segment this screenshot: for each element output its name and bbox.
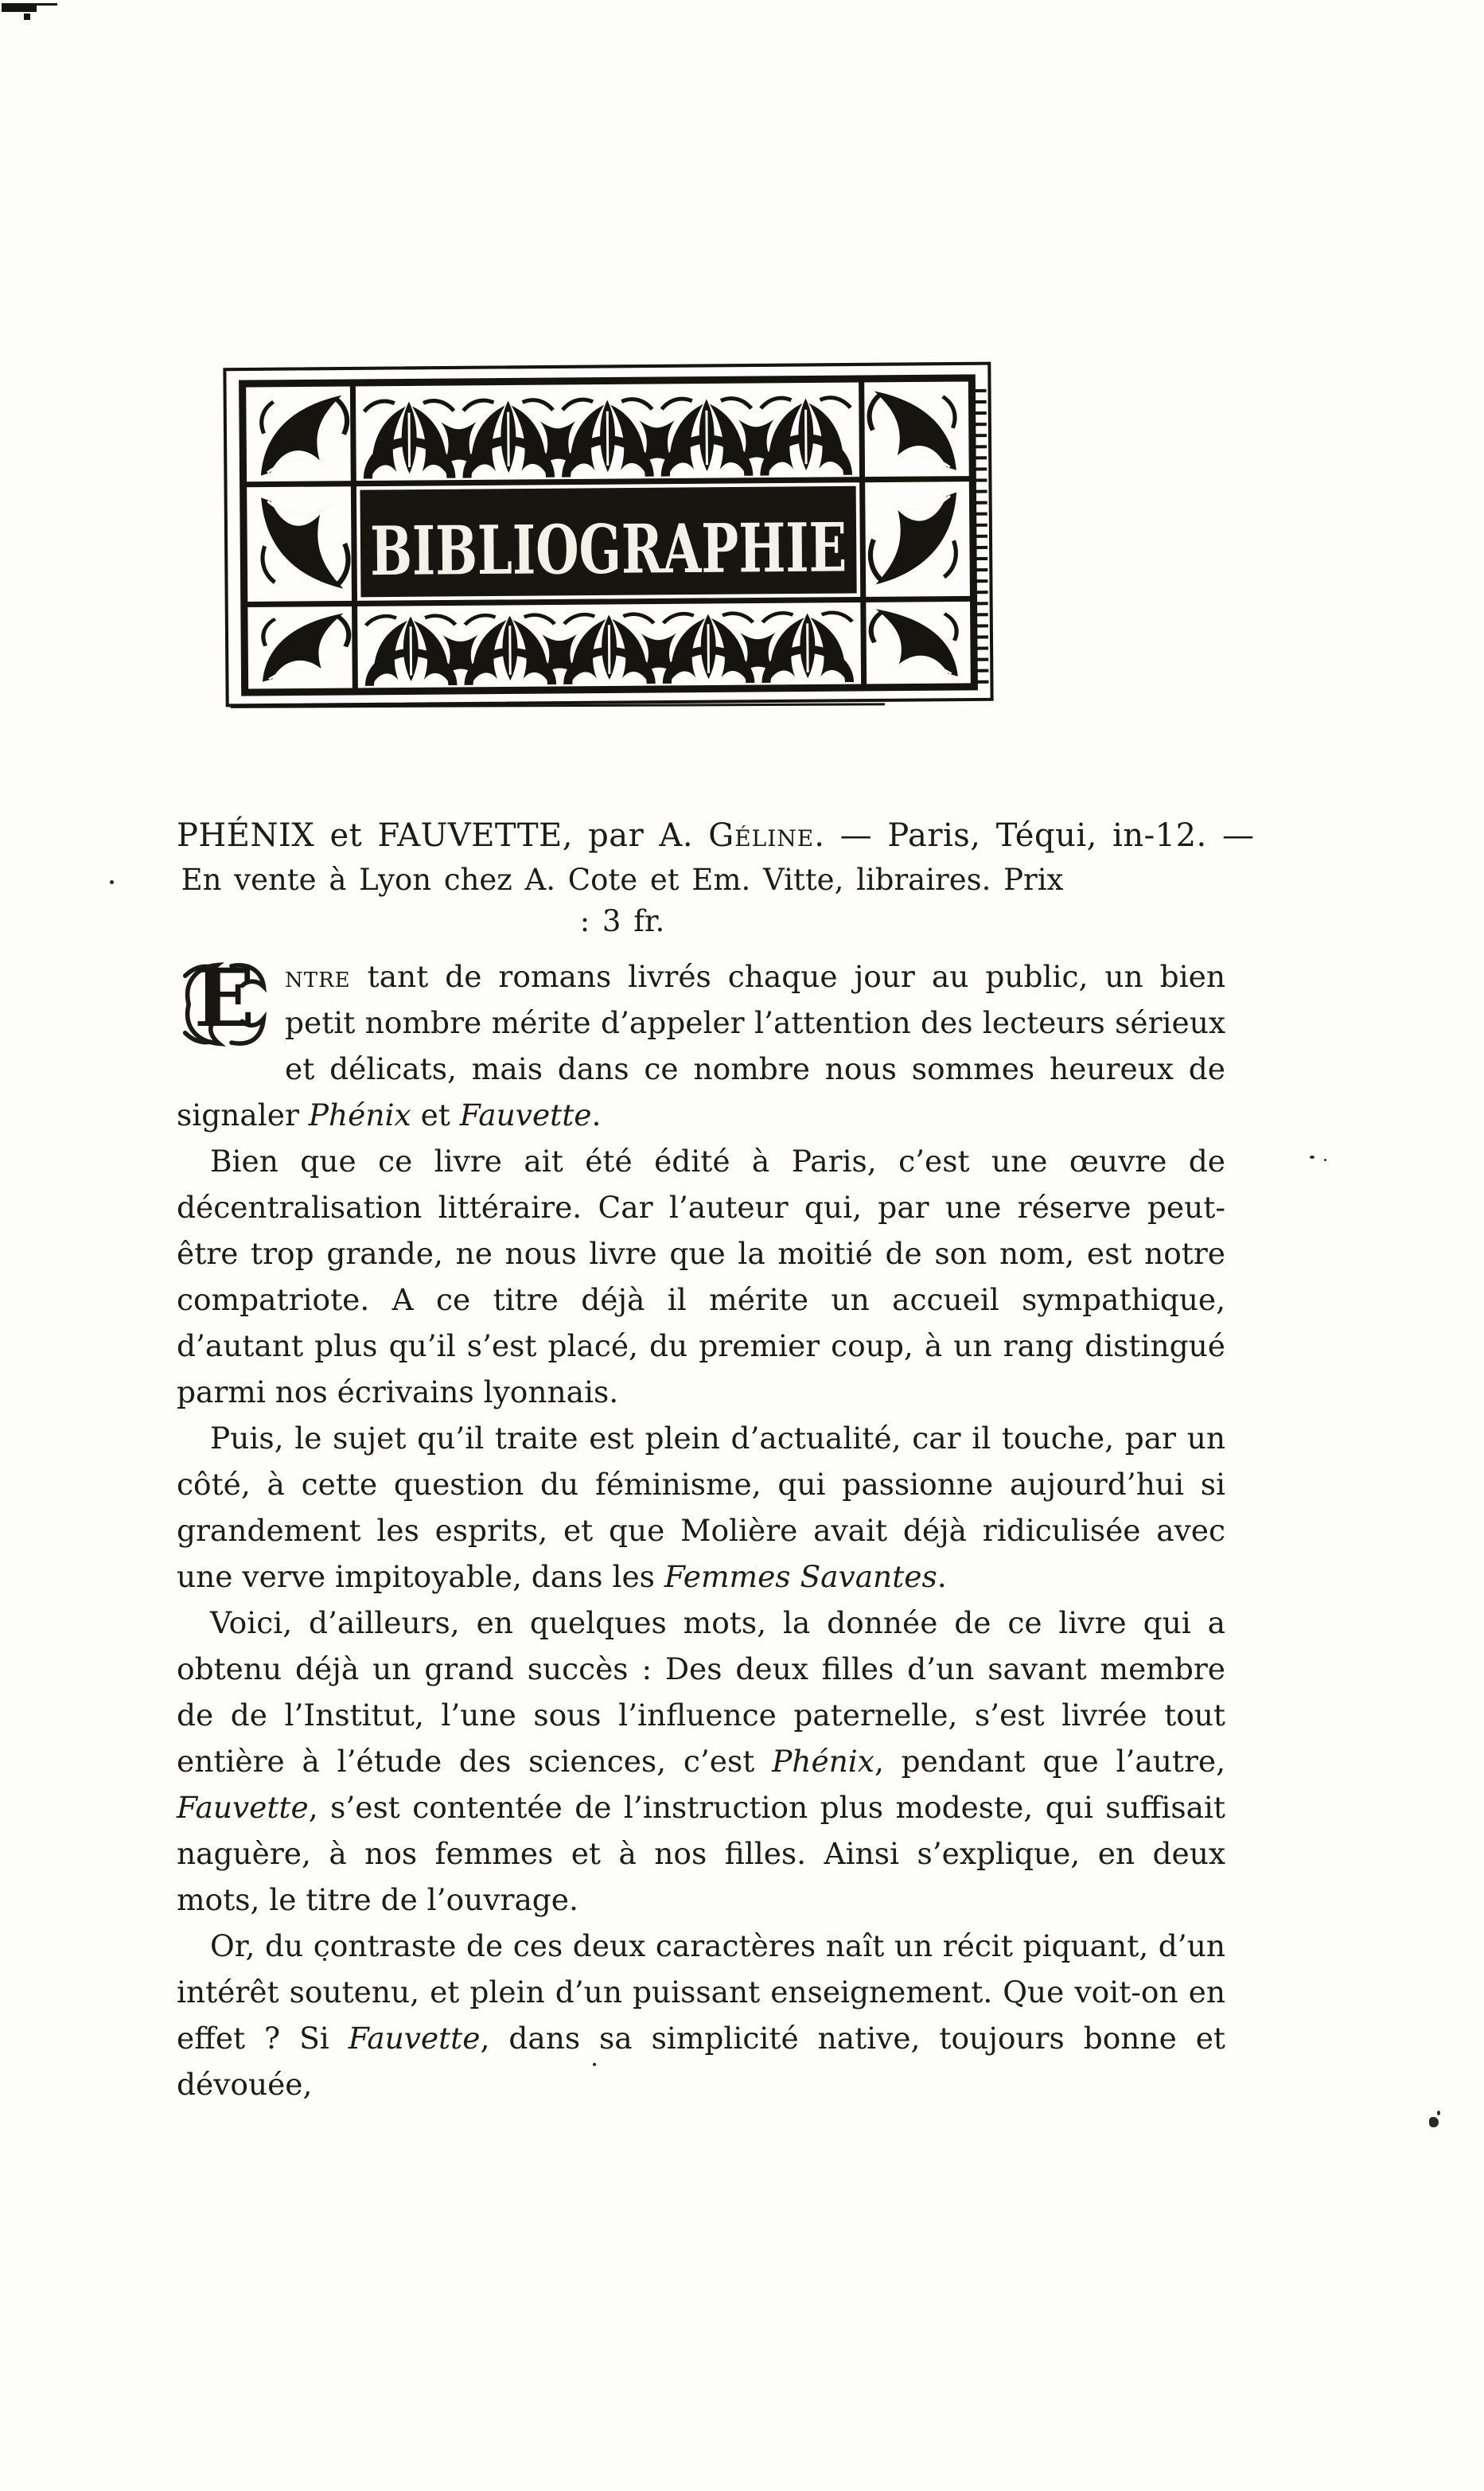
drop-cap-letter: E <box>193 951 255 1045</box>
banner-ornament-row-top <box>364 397 851 478</box>
banner-side-panel-right <box>869 391 958 677</box>
text-segment: . — Paris, Téqui, in-12. — <box>814 817 1255 854</box>
scan-artifact-square <box>24 14 30 20</box>
text-segment: Phénix <box>308 1097 411 1132</box>
text-segment: En vente à Lyon chez A. Cote et Em. Vitte, libraires. Prix : 3 fr. <box>181 863 1064 938</box>
scan-speck <box>1310 1156 1315 1159</box>
text-segment: Puis, le sujet qu’il traite est plein d’actualité, car il touche, par un côté, à cette question du féminisme, qui passionne aujourd’hui si grandement les esprits, et que Molière avait déjà ridiculisée avec une verve impitoyable, dans les <box>177 1421 1225 1594</box>
text-segment: , dans sa simplicité native, toujours bonne et dévouée, <box>177 2021 1225 2102</box>
article-body <box>177 953 1225 2107</box>
text-segment: . <box>591 1097 602 1132</box>
book-heading <box>177 813 1255 942</box>
text-segment: ntre <box>285 959 351 994</box>
paragraph-1 <box>177 953 1225 1138</box>
text-segment: Fauvette <box>459 1097 592 1132</box>
text-segment: , pendant que l’autre, <box>874 1744 1225 1779</box>
paragraph-5 <box>177 1923 1225 2107</box>
banner-title-panel <box>360 486 999 598</box>
text-segment: Or, du contraste de ces deux caractères naît un récit piquant, d’un intérêt soutenu, et plein d’un puissant enseignement. Que voit-on en effet ? Si <box>177 1928 1225 2056</box>
bibliographie-banner <box>220 357 998 713</box>
bibliographie-ornament <box>220 357 998 713</box>
book-heading-line1 <box>177 813 1255 858</box>
text-segment: , s’est contentée de l’instruction plus modeste, qui suffisait naguère, à nos femmes et à nos filles. Ainsi s’explique, en deux mots, le titre de l’ouvrage. <box>177 1790 1225 1917</box>
scan-speck <box>1324 1159 1326 1161</box>
banner-title: BIBLIOGRAPHIE <box>369 506 999 591</box>
paragraph-3 <box>177 1415 1225 1600</box>
banner-side-panel-left <box>260 396 349 682</box>
text-segment: Fauvette <box>348 2021 481 2056</box>
scan-artifact-bar <box>2 6 37 12</box>
paragraph-4 <box>177 1600 1225 1923</box>
ink-blot <box>1429 2117 1439 2127</box>
text-segment: Bien que ce livre ait été édité à Paris, c’est une œuvre de décentralisation littéraire. Car l’auteur qui, par une réserve peut-être trop grande, ne nous livre que la moitié de son nom, est notre compatriote. A ce titre déjà il mérite un accueil sympathique, d’autant plus qu’il s’est placé, du premier coup, à un rang distingué parmi nos écrivains lyonnais. <box>177 1144 1225 1409</box>
text-segment: et <box>411 1097 460 1132</box>
text-segment: Géline <box>708 817 815 854</box>
text-segment: Femmes Savantes <box>664 1559 937 1594</box>
text-segment: . <box>937 1559 947 1594</box>
text-segment: Voici, d’ailleurs, en quelques mots, la donnée de ce livre qui a obtenu déjà un grand succès : Des deux filles d’un savant membre de de l’Institut, l’une sous l’influence paternelle, s’est livrée tout entière à l’étude des sciences, c’est <box>177 1605 1225 1779</box>
text-segment: Fauvette <box>177 1790 309 1825</box>
book-heading-line2 <box>177 860 1068 942</box>
text-segment: Phénix <box>772 1744 874 1779</box>
text-segment: tant de romans livrés chaque jour au public, un bien petit nombre mérite d’appeler l’attention des lecteurs sérieux et délicats, mais dans ce nombre nous sommes heureux de signaler <box>177 959 1225 1132</box>
text-segment: PHÉNIX et FAUVETTE, par A. <box>177 817 709 854</box>
scan-speck <box>110 880 114 884</box>
paragraph-2 <box>177 1138 1225 1415</box>
drop-cap <box>177 951 272 1049</box>
banner-ornament-row-bottom <box>366 613 853 686</box>
ink-blot <box>1437 2111 1440 2115</box>
